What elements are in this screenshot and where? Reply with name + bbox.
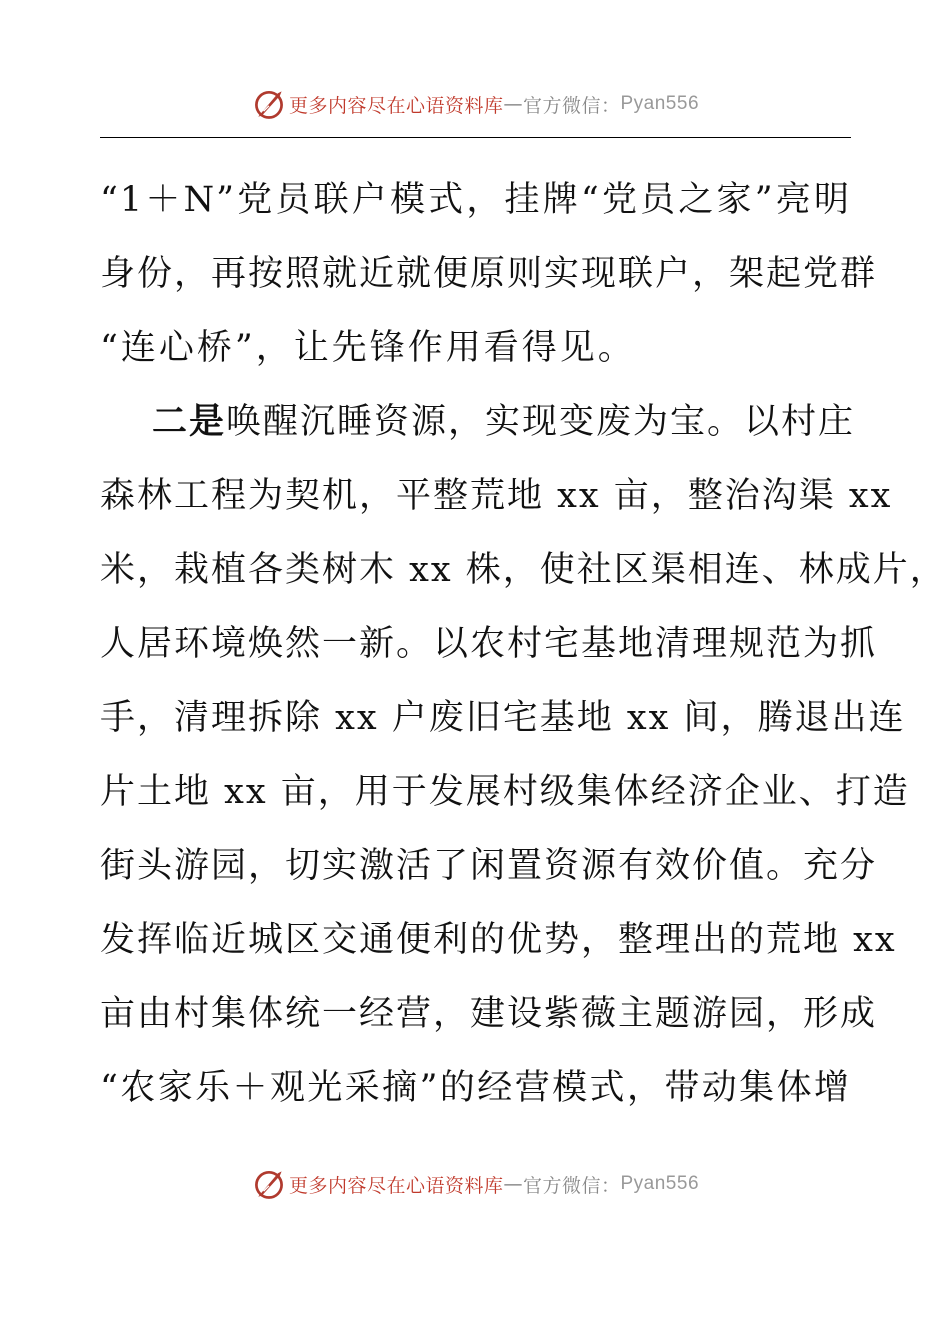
body-line-9: 片土地 xx 亩，用于发展村级集体经济企业、打造 — [100, 772, 910, 812]
body-line-7: 人居环境焕然一新。以农村宅基地清理规范为抓 — [100, 624, 878, 664]
body-line-12: 亩由村集体统一经营，建设紫薇主题游园，形成 — [100, 994, 878, 1034]
footer-wechat-id: Pyan556 — [620, 1173, 700, 1194]
body-line-6: 米，栽植各类树木 xx 株，使社区渠相连、林成片， — [100, 550, 947, 590]
quill-pen-logo-icon — [251, 1166, 287, 1202]
quill-pen-logo-icon — [251, 86, 287, 122]
header-wechat-label: 官方微信： — [522, 94, 621, 117]
body-line-5: 森林工程为契机，平整荒地 xx 亩，整治沟渠 xx — [100, 476, 893, 516]
footer-dash: — — [503, 1173, 523, 1195]
body-line-8: 手，清理拆除 xx 户废旧宅基地 xx 间，腾退出连 — [100, 698, 906, 738]
body-line-4-text: 唤醒沉睡资源，实现变废为宝。以村庄 — [226, 402, 856, 442]
bold-lead-text: 二是 — [152, 402, 227, 442]
header-site-title: 更多内容尽在心语资料库 — [288, 94, 504, 117]
footer-site-title: 更多内容尽在心语资料库 — [288, 1174, 504, 1197]
header-dash: — — [503, 93, 523, 115]
body-line-3: “连心桥”，让先锋作用看得见。 — [100, 328, 636, 368]
header-wechat-id: Pyan556 — [620, 93, 700, 114]
header-divider — [100, 137, 851, 138]
footer-banner — [0, 1164, 950, 1204]
footer-wechat-label: 官方微信： — [522, 1174, 621, 1197]
body-line-11: 发挥临近城区交通便利的优势，整理出的荒地 xx — [100, 920, 897, 960]
document-body — [100, 163, 947, 1123]
header-banner — [0, 84, 950, 124]
body-line-13: “农家乐＋观光采摘”的经营模式，带动集体增 — [100, 1068, 851, 1108]
body-line-4 — [100, 385, 856, 459]
body-line-2: 身份，再按照就近就便原则实现联户，架起党群 — [100, 254, 878, 294]
body-line-1: “1＋N”党员联户模式，挂牌“党员之家”亮明 — [100, 180, 851, 220]
body-line-10: 街头游园，切实激活了闲置资源有效价值。充分 — [100, 846, 878, 886]
